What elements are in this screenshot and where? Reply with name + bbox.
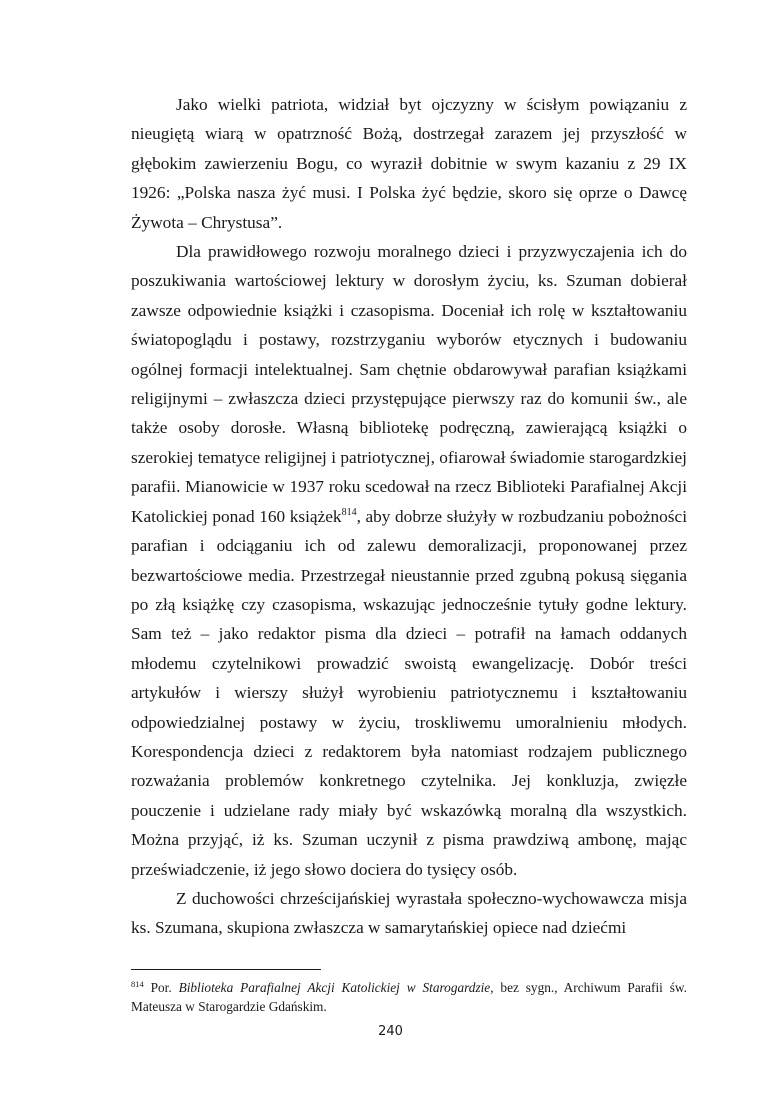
footnote-title: Biblioteka Parafialnej Akcji Katolickiej w Starogardzie [178, 980, 491, 995]
main-text [131, 90, 687, 943]
paragraph-1: Jako wielki patriota, widział byt ojczyzny w ścisłym powiązaniu z nieugiętą wiarą w opatrzność Bożą, dostrzegał zarazem jej przyszłość w głębokim zawierzeniu Bogu, co wyraził dobitnie w swym kazaniu z 29 IX 1926: „Polska nasza żyć musi. I Polska żyć będzie, skoro się oprze o Dawcę Żywota – Chrystusa”. [131, 95, 687, 232]
footnote-number: 814 [131, 979, 144, 989]
footnote-reference: 814 [341, 506, 357, 518]
paragraph-2-text-start: Dla prawidłowego rozwoju moralnego dzieci i przyzwyczajenia ich do poszukiwania wartościowej lektury w dorosłym życiu, ks. Szuman dobierał zawsze odpowiednie książki i czasopisma. Doceniał ich rolę w kształtowaniu światopoglądu i postawy, rozstrzyganiu wyborów etycznych i budowaniu ogólnej formacji intelektualnej. Sam chętnie obdarowywał parafian książkami religijnymi – zwłaszcza dzieci przystępujące pierwszy raz do komunii św., ale także osoby dorosłe. Własną bibliotekę podręczną, zawierającą książki o szerokiej tematyce religijnej i patriotycznej, ofiarował świadomie starogardzkiej parafii. Mianowicie w 1937 roku scedował na rzecz Biblioteki Parafialnej Akcji Katolickiej ponad 160 książek [131, 242, 687, 526]
page-number: 240 [378, 1024, 403, 1039]
footnote-suffix: , bez sygn., Archiwum Parafii św. Mateusza w Starogardzie Gdańskim. [131, 980, 687, 1014]
paragraph-3: Z duchowości chrześcijańskiej wyrastała społeczno-wychowawcza misja ks. Szumana, skupiona zwłaszcza w samarytańskiej opiece nad dziećmi [131, 888, 687, 938]
paragraph-2-text-end: , aby dobrze służyły w rozbudzaniu pobożności parafian i odciąganiu ich od zalewu demoralizacji, proponowanej przez bezwartościowe media. Przestrzegał nieustannie przed zgubną pokusą sięgania po złą książkę czy czasopisma, wskazując jednocześnie tytuły godne lektury. Sam też – jako redaktor pisma dla dzieci – potrafił na łamach oddanych młodemu czytelnikowi prowadzić swoistą ewangelizację. Dobór treści artykułów i wierszy służył wyrobieniu patriotycznemu i kształtowaniu odpowiedzialnej postawy w życiu, troskliwemu umoralnieniu młodych. Korespondencja dzieci z redaktorem była natomiast rodzajem publicznego rozważania problemów konkretnego czytelnika. Jej konkluzja, zwięzłe pouczenie i udzielane rady miały być wskazówką moralną dla wszystkich. Można przyjąć, iż ks. Szuman uczynił z pisma prawdziwą ambonę, mając przeświadczenie, iż jego słowo dociera do tysięcy osób. [131, 506, 687, 879]
paragraph-2 [131, 237, 687, 884]
footnote [131, 978, 687, 1016]
footnote-prefix: Por. [143, 980, 179, 995]
footnote-separator [131, 969, 321, 970]
